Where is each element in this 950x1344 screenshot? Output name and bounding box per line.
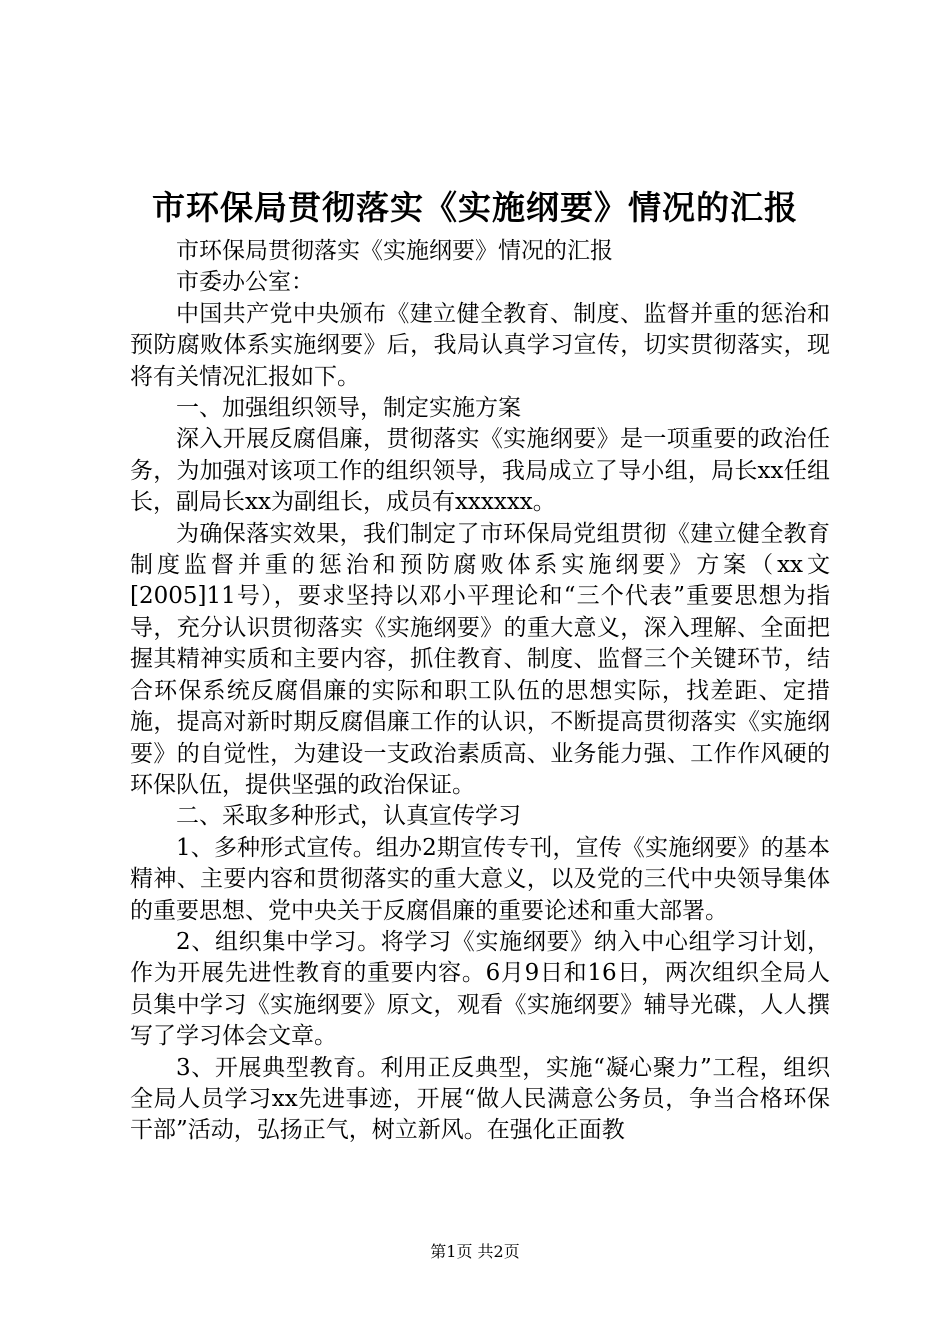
section-heading-1: 一、加强组织领导，制定实施方案 — [176, 395, 521, 422]
intro-paragraph: 中国共产党中央颁布《建立健全教育、制度、监督并重的惩治和预防腐败体系实施纲要》后，我局认真学习宣传，切实贯彻落实，现将有关情况汇报如下。 — [130, 300, 830, 390]
page-footer: 第1页 共2页 — [430, 1242, 520, 1261]
body-paragraph: 为确保落实效果，我们制定了市环保局党组贯彻《建立健全教育制度监督并重的惩治和预防腐败体系实施纲要》方案（xx文[2005]11号），要求坚持以邓小平理论和“三个代表”重要思想为指导，充分认识贯彻落实《实施纲要》的重大意义，深入理解、全面把握其精神实质和主要内容，抓住教育、制度、监督三个关键环节，结合环保系统反腐倡廉的实际和职工队伍的思想实际，找差距、定措施，提高对新时期反腐倡廉工作的认识，不断提高贯彻落实《实施纲要》的自觉性，为建设一支政治素质高、业务能力强、工作作风硬的环保队伍，提供坚强的政治保证。 — [130, 520, 830, 798]
subtitle-paragraph: 市环保局贯彻落实《实施纲要》情况的汇报 — [176, 238, 613, 264]
document-title: 市环保局贯彻落实《实施纲要》情况的汇报 — [152, 188, 798, 227]
section-heading-2: 二、采取多种形式，认真宣传学习 — [176, 803, 521, 830]
addressee-paragraph: 市委办公室： — [176, 269, 314, 296]
body-paragraph: 3、开展典型教育。利用正反典型，实施“凝心聚力”工程，组织全局人员学习xx先进事迹，开展“做人民满意公务员，争当合格环保干部”活动，弘扬正气，树立新风。在强化正面教 — [130, 1054, 830, 1144]
document-body — [130, 236, 830, 1147]
body-paragraph: 1、多种形式宣传。组办2期宣传专刊，宣传《实施纲要》的基本精神、主要内容和贯彻落实的重大意义，以及党的三代中央领导集体的重要思想、党中央关于反腐倡廉的重要论述和重大部署。 — [130, 834, 830, 924]
body-paragraph: 深入开展反腐倡廉，贯彻落实《实施纲要》是一项重要的政治任务，为加强对该项工作的组织领导，我局成立了导小组，局长xx任组长，副局长xx为副组长，成员有xxxxxx。 — [130, 426, 830, 516]
body-paragraph: 2、组织集中学习。将学习《实施纲要》纳入中心组学习计划，作为开展先进性教育的重要内容。6月9日和16日，两次组织全局人员集中学习《实施纲要》原文，观看《实施纲要》辅导光碟，人人撰写了学习体会文章。 — [130, 928, 830, 1050]
